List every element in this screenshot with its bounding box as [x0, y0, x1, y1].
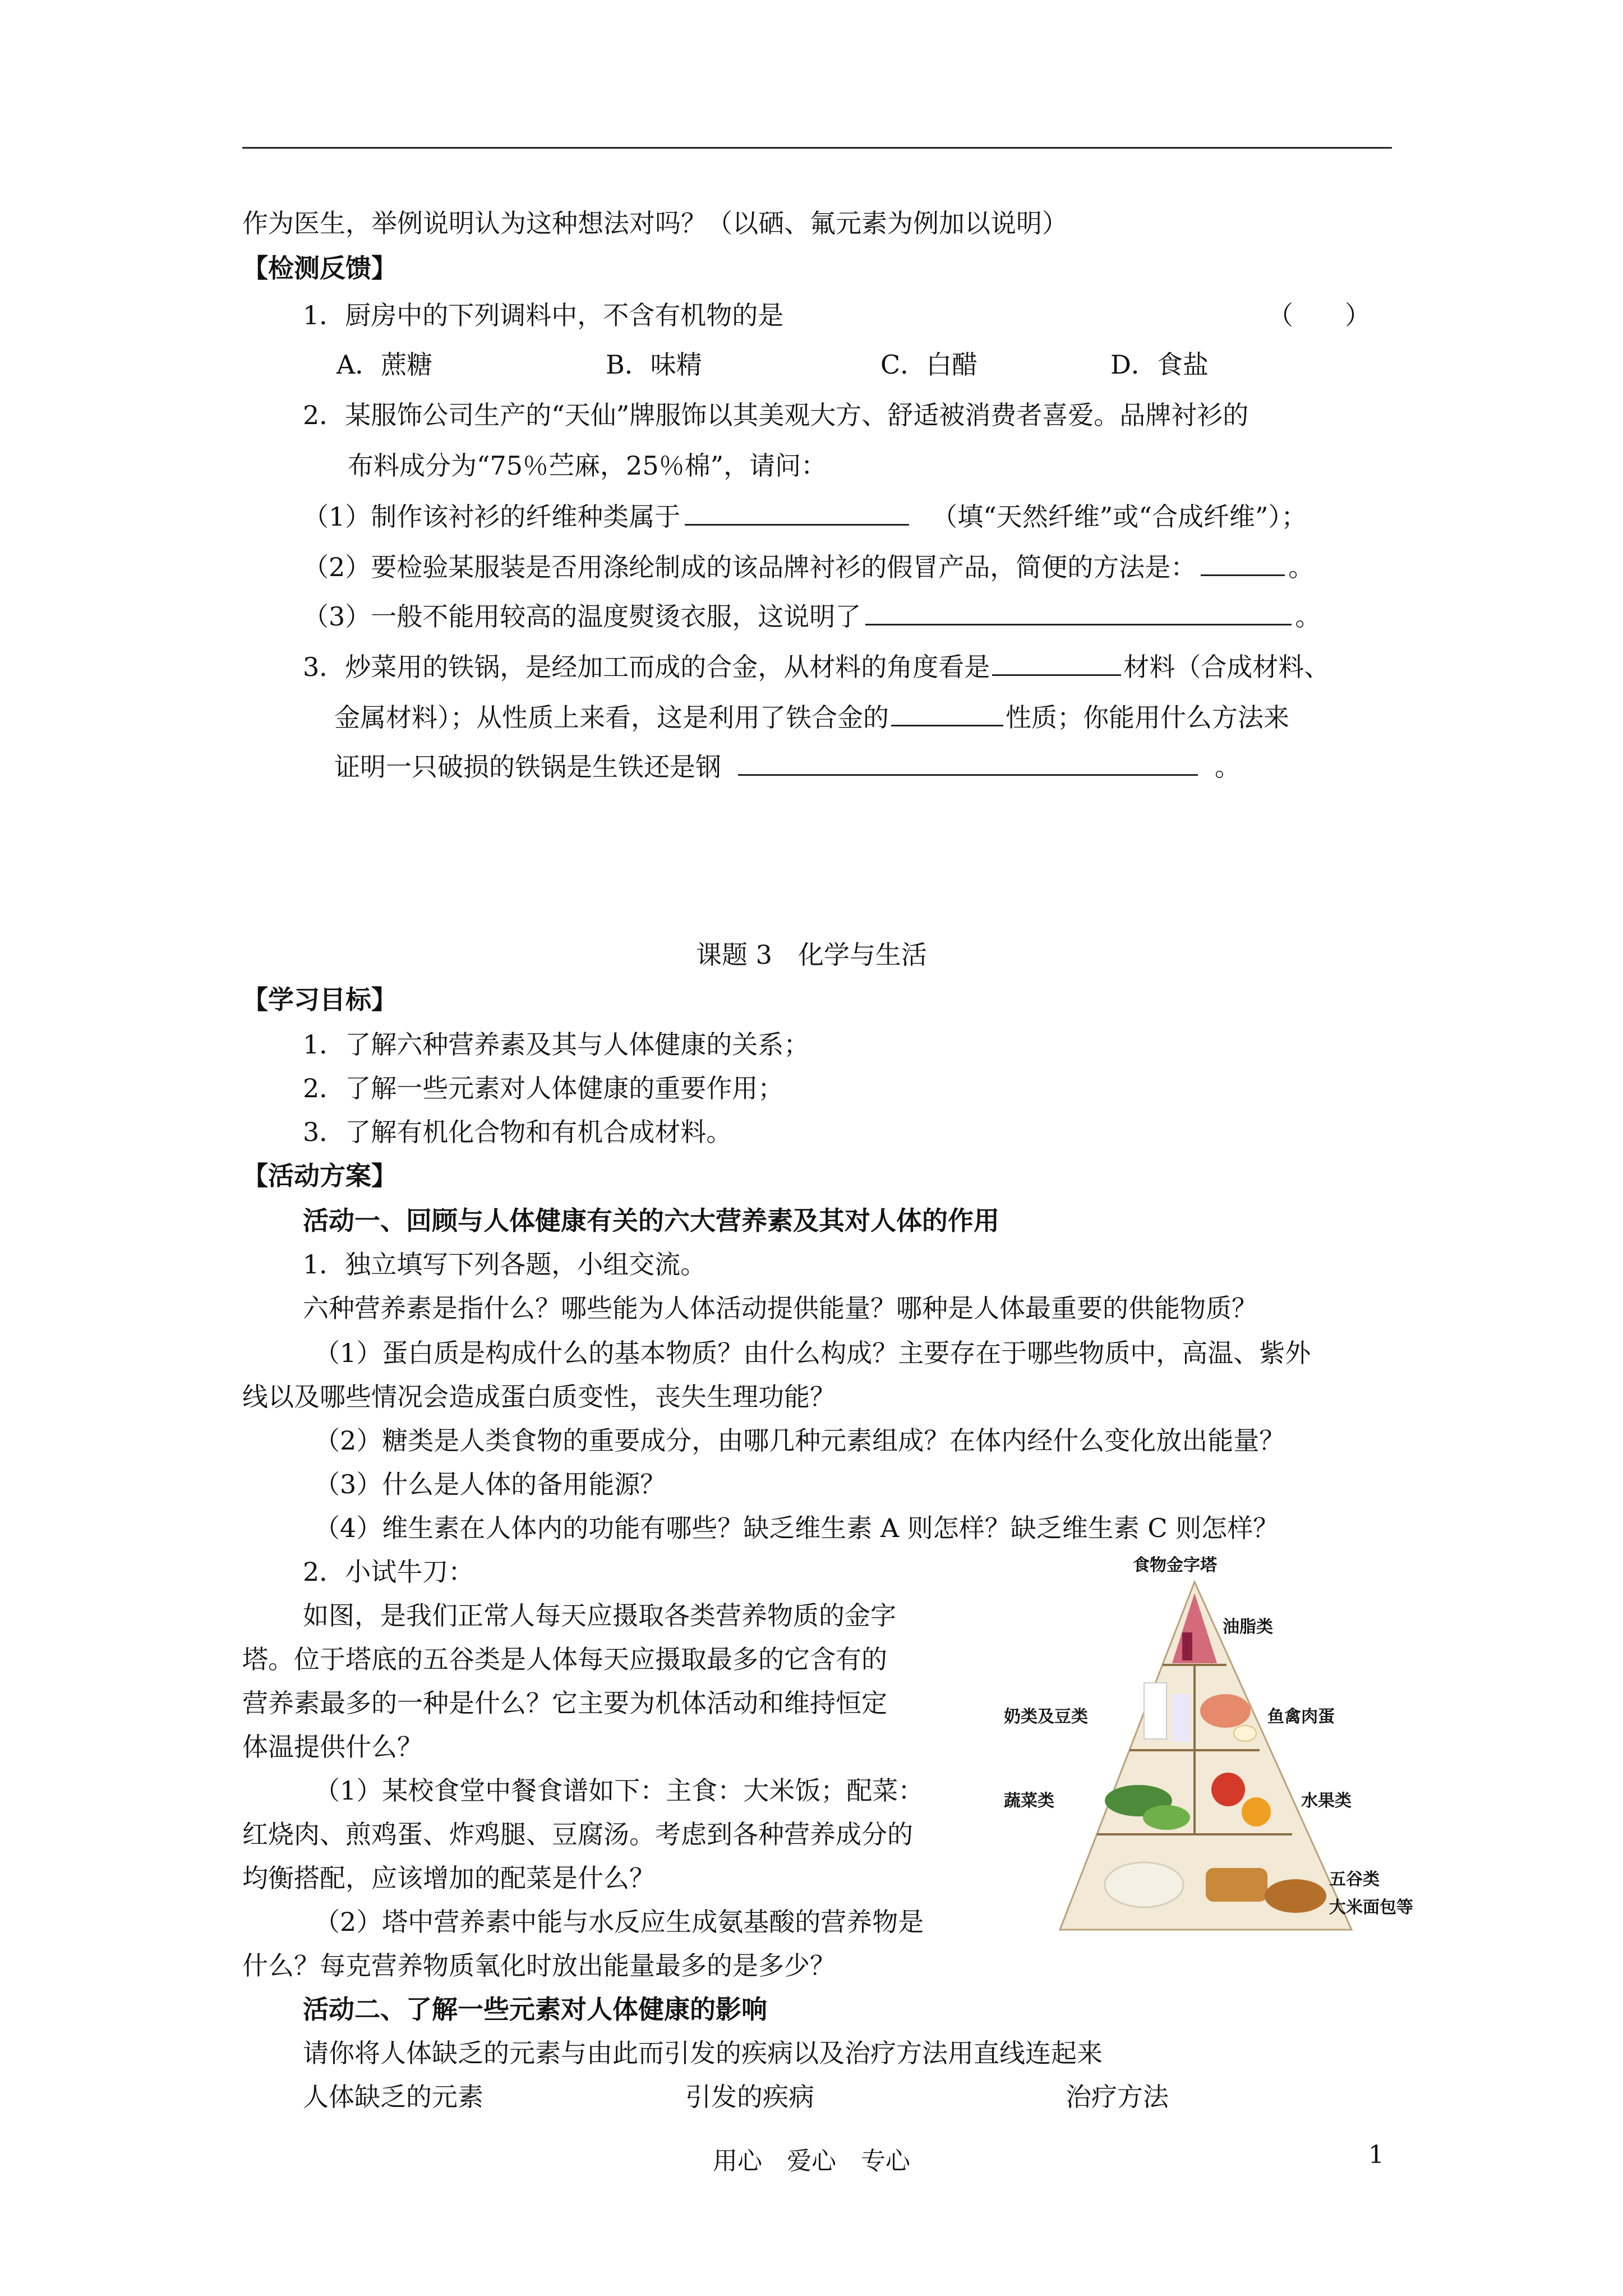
question-2-3-text: （3）一般不能用较高的温度熨烫衣服，这说明了 — [303, 601, 861, 632]
activity-1-q1: （1）蛋白质是构成什么的基本物质？由什么构成？主要存在于哪些物质中，高温、紫外 — [314, 1338, 1311, 1368]
pyramid-question-2: 塔。位于塔底的五谷类是人体每天应摄取最多的它含有的 — [242, 1644, 887, 1674]
question-2-3 — [303, 599, 1321, 633]
goal-3: 3．了解有机化合物和有机合成材料。 — [303, 1117, 732, 1147]
column-header-diseases: 引发的疾病 — [685, 2082, 814, 2112]
question-3-cont-tail: 性质；你能用什么方法来 — [1006, 702, 1289, 733]
activity-1-q1-cont: 线以及哪些情况会造成蛋白质变性，丧失生理功能？ — [242, 1382, 836, 1412]
question-3-cont-text: 金属材料）；从性质上来看，这是利用了铁合金的 — [334, 702, 889, 733]
answer-parens: （ ） — [1267, 300, 1371, 330]
question-3-last-text: 证明一只破损的铁锅是生铁还是钢 — [334, 752, 721, 782]
goal-1: 1．了解六种营养素及其与人体健康的关系； — [303, 1029, 810, 1060]
answer-blank[interactable] — [1201, 550, 1285, 576]
orange-icon — [1242, 1797, 1271, 1826]
food-pyramid-figure — [1004, 1554, 1453, 1958]
lesson-title: 课题 3 化学与生活 — [696, 940, 927, 970]
label-fish-poultry-meat-eggs: 鱼禽肉蛋 — [1267, 1707, 1335, 1727]
question-3-last — [334, 749, 1241, 784]
activity-1-title: 活动一、回顾与人体健康有关的六大营养素及其对人体的作用 — [303, 1205, 999, 1236]
menu-question-2: 红烧肉、煎鸡蛋、炸鸡腿、豆腐汤。考虑到各种营养成分的 — [242, 1819, 913, 1849]
oil-bottle-icon — [1182, 1632, 1192, 1660]
page-number: 1 — [1368, 2141, 1384, 2169]
label-vegetables: 蔬菜类 — [1004, 1791, 1054, 1811]
pyramid-title: 食物金字塔 — [1133, 1556, 1217, 1575]
question-2-1-hint: （填“天然纤维”或“合成纤维”）； — [932, 501, 1307, 532]
vegetable-icon — [1143, 1805, 1190, 1830]
nutrient-question-2: 什么？每克营养物质氧化时放出能量最多的是多少？ — [242, 1950, 836, 1981]
milk-carton-icon — [1144, 1683, 1166, 1739]
option-d: D．食盐 — [1110, 349, 1209, 380]
activity-1-q3: （3）什么是人体的备用能源？ — [314, 1469, 666, 1499]
soy-milk-icon — [1172, 1694, 1190, 1742]
column-header-treatment: 治疗方法 — [1066, 2082, 1169, 2112]
question-3-hint: 材料（合成材料、 — [1123, 652, 1330, 682]
question-2-1 — [303, 499, 1307, 533]
question-2-2 — [303, 550, 1314, 584]
pyramid-question-1: 如图，是我们正常人每天应摄取各类营养物质的金字 — [303, 1600, 896, 1631]
label-fruits: 水果类 — [1301, 1791, 1352, 1811]
apple-icon — [1211, 1773, 1245, 1806]
question-2-3-end: 。 — [1295, 601, 1321, 632]
pyramid-question-4: 体温提供什么？ — [242, 1732, 423, 1762]
activity-1-question: 六种营养素是指什么？哪些能为人体活动提供能量？哪种是人体最重要的供能物质？ — [303, 1293, 1257, 1323]
label-oils: 油脂类 — [1223, 1617, 1273, 1637]
section-heading-feedback: 【检测反馈】 — [242, 253, 397, 283]
question-2-2-end: 。 — [1288, 552, 1315, 582]
label-rice-bread: 大米面包等 — [1329, 1898, 1413, 1917]
rice-bowl-icon — [1105, 1862, 1183, 1907]
header-rule — [242, 147, 1392, 149]
activity-2-instruction: 请你将人体缺乏的元素与由此而引发的疾病以及治疗方法用直线连起来 — [303, 2038, 1103, 2068]
bread-icon — [1206, 1868, 1267, 1902]
option-b: B．味精 — [606, 349, 702, 380]
activity-1-q2: （2）糖类是人类食物的重要成分，由哪几种元素组成？在体内经什么变化放出能量？ — [314, 1425, 1285, 1456]
activity-1-step-1: 1．独立填写下列各题，小组交流。 — [303, 1249, 707, 1280]
question-3 — [303, 650, 1330, 684]
question-3-text: 3．炒菜用的铁锅，是经加工而成的合金，从材料的角度看是 — [303, 652, 990, 682]
question-2-2-text: （2）要检验某服装是否用涤纶制成的该品牌衬衫的假冒产品，简便的方法是： — [303, 552, 1197, 582]
egg-icon — [1234, 1726, 1256, 1741]
column-header-elements: 人体缺乏的元素 — [303, 2082, 483, 2112]
label-dairy-beans: 奶类及豆类 — [1004, 1707, 1088, 1727]
menu-question-1: （1）某校食堂中餐食谱如下：主食：大米饭；配菜： — [314, 1775, 924, 1806]
answer-blank[interactable] — [685, 499, 909, 526]
question-3-last-end: 。 — [1215, 752, 1241, 782]
question-2-1-text: （1）制作该衬衫的纤维种类属于 — [303, 501, 681, 532]
nutrient-question-1: （2）塔中营养素中能与水反应生成氨基酸的营养物是 — [314, 1907, 924, 1937]
section-heading-activities: 【活动方案】 — [242, 1161, 397, 1191]
food-pyramid-illustration — [1004, 1554, 1453, 1958]
section-heading-goals: 【学习目标】 — [242, 984, 397, 1015]
answer-blank[interactable] — [865, 599, 1292, 625]
activity-1-step-2: 2．小试牛刀： — [303, 1557, 474, 1587]
meat-icon — [1200, 1694, 1251, 1728]
question-2-cont: 布料成分为“75％苎麻，25％棉”，请问： — [348, 450, 827, 481]
bread-icon — [1265, 1879, 1326, 1913]
label-grains: 五谷类 — [1329, 1870, 1380, 1889]
answer-blank[interactable] — [891, 700, 1003, 726]
pyramid-question-3: 营养素最多的一种是什么？它主要为机体活动和维持恒定 — [242, 1688, 887, 1718]
activity-2-title: 活动二、了解一些元素对人体健康的影响 — [303, 1994, 767, 2024]
option-c: C．白醋 — [880, 349, 978, 380]
goal-2: 2．了解一些元素对人体健康的重要作用； — [303, 1073, 784, 1103]
activity-1-q4: （4）维生素在人体内的功能有哪些？缺乏维生素 A 则怎样？缺乏维生素 C 则怎样？ — [314, 1513, 1279, 1543]
text-line: 作为医生，举例说明认为这种想法对吗？（以硒、氟元素为例加以说明） — [242, 208, 1068, 238]
menu-question-3: 均衡搭配，应该增加的配菜是什么？ — [242, 1863, 655, 1893]
question-1: 1．厨房中的下列调料中，不含有机物的是 — [303, 300, 784, 330]
answer-blank[interactable] — [738, 749, 1198, 776]
answer-blank[interactable] — [992, 650, 1121, 676]
question-3-cont — [334, 700, 1289, 734]
question-2: 2．某服饰公司生产的“天仙”牌服饰以其美观大方、舒适被消费者喜爱。品牌衬衫的 — [303, 400, 1249, 430]
footer-motto: 用心 爱心 专心 — [713, 2147, 910, 2175]
option-a: A．蔗糖 — [336, 349, 433, 380]
